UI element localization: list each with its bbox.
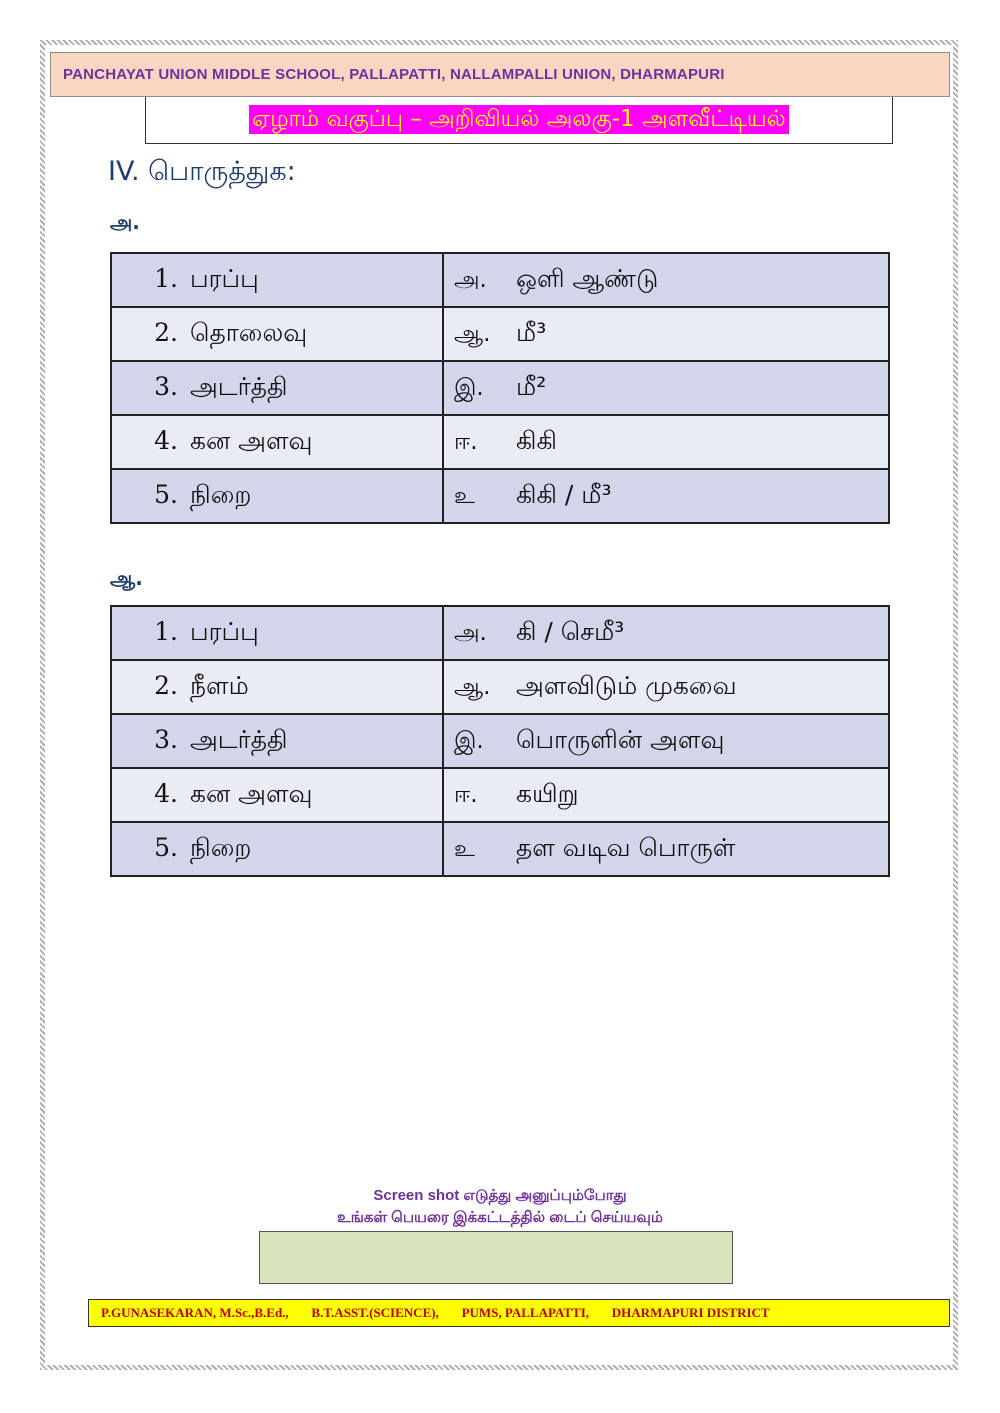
item-number: 5. (154, 832, 178, 862)
option-letter: ஆ. (454, 320, 491, 347)
left-item (111, 253, 443, 307)
school-header: PANCHAYAT UNION MIDDLE SCHOOL, PALLAPATTI, NALLAMPALLI UNION, DHARMAPURI (50, 52, 950, 97)
table-row (111, 415, 889, 469)
footer-credits: P.GUNASEKARAN, M.Sc.,B.Ed., B.T.ASST.(SCIENCE), PUMS, PALLAPATTI, DHARMAPURI DISTRICT (88, 1299, 950, 1327)
item-term: பரப்பு (190, 616, 259, 646)
option-text: ஒளி ஆண்டு (516, 263, 659, 293)
worksheet-title: ஏழாம் வகுப்பு – அறிவியல் அலகு-1 அளவீட்டியல் (249, 105, 789, 134)
item-number: 1. (154, 616, 178, 646)
item-term: கன அளவு (190, 425, 313, 455)
option-text: கயிறு (516, 778, 579, 808)
table-row (111, 307, 889, 361)
item-number: 1. (154, 263, 178, 293)
instruction-line-2: உங்கள் பெயரை இக்கட்டத்தில் டைப் செய்யவும் (337, 1209, 663, 1226)
right-item (443, 307, 889, 361)
table-row (111, 469, 889, 523)
title-box (145, 97, 893, 144)
item-number: 3. (154, 371, 178, 401)
right-item (443, 253, 889, 307)
option-text: மீ² (516, 371, 547, 401)
option-letter: இ. (454, 727, 484, 754)
right-item (443, 822, 889, 876)
right-item (443, 660, 889, 714)
item-number: 3. (154, 724, 178, 754)
item-term: அடர்த்தி (190, 371, 288, 401)
option-text: கிகி / மீ³ (516, 479, 612, 509)
table-row (111, 714, 889, 768)
table-row (111, 660, 889, 714)
left-item (111, 660, 443, 714)
option-letter: அ. (454, 266, 487, 293)
match-table-a (110, 252, 890, 524)
instruction-line-1: Screen shot எடுத்து அனுப்பும்போது (373, 1187, 627, 1204)
option-letter: ஆ. (454, 673, 491, 700)
section-heading: IV. பொருத்துக: (108, 156, 296, 187)
match-table-b (110, 605, 890, 877)
item-term: தொலைவு (190, 317, 308, 347)
table-row (111, 253, 889, 307)
right-item (443, 415, 889, 469)
part-b-label: ஆ. (110, 566, 143, 590)
item-number: 4. (154, 425, 178, 455)
option-text: மீ³ (516, 317, 547, 347)
table-row (111, 606, 889, 660)
item-term: நிறை (190, 832, 252, 862)
table-row (111, 822, 889, 876)
option-letter: உ (454, 835, 475, 862)
name-input-box[interactable] (259, 1231, 733, 1284)
item-term: நீளம் (190, 670, 249, 700)
left-item (111, 714, 443, 768)
right-item (443, 361, 889, 415)
left-item (111, 768, 443, 822)
table-row (111, 361, 889, 415)
part-a-label: அ. (110, 210, 140, 234)
right-item (443, 714, 889, 768)
option-letter: ஈ. (454, 428, 478, 455)
item-number: 5. (154, 479, 178, 509)
left-item (111, 606, 443, 660)
item-term: பரப்பு (190, 263, 259, 293)
left-item (111, 307, 443, 361)
left-item (111, 822, 443, 876)
right-item (443, 469, 889, 523)
item-term: அடர்த்தி (190, 724, 288, 754)
item-number: 4. (154, 778, 178, 808)
option-letter: உ (454, 482, 475, 509)
left-item (111, 361, 443, 415)
item-term: கன அளவு (190, 778, 313, 808)
option-text: பொருளின் அளவு (516, 724, 725, 754)
option-text: அளவிடும் முகவை (516, 670, 737, 700)
option-letter: ஈ. (454, 781, 478, 808)
item-number: 2. (154, 670, 178, 700)
option-letter: இ. (454, 374, 484, 401)
item-number: 2. (154, 317, 178, 347)
item-term: நிறை (190, 479, 252, 509)
option-text: கிகி (516, 425, 557, 455)
option-text: தள வடிவ பொருள் (516, 832, 736, 862)
option-text: கி / செமீ³ (516, 616, 625, 646)
option-letter: அ. (454, 619, 487, 646)
right-item (443, 768, 889, 822)
left-item (111, 469, 443, 523)
right-item (443, 606, 889, 660)
table-row (111, 768, 889, 822)
left-item (111, 415, 443, 469)
